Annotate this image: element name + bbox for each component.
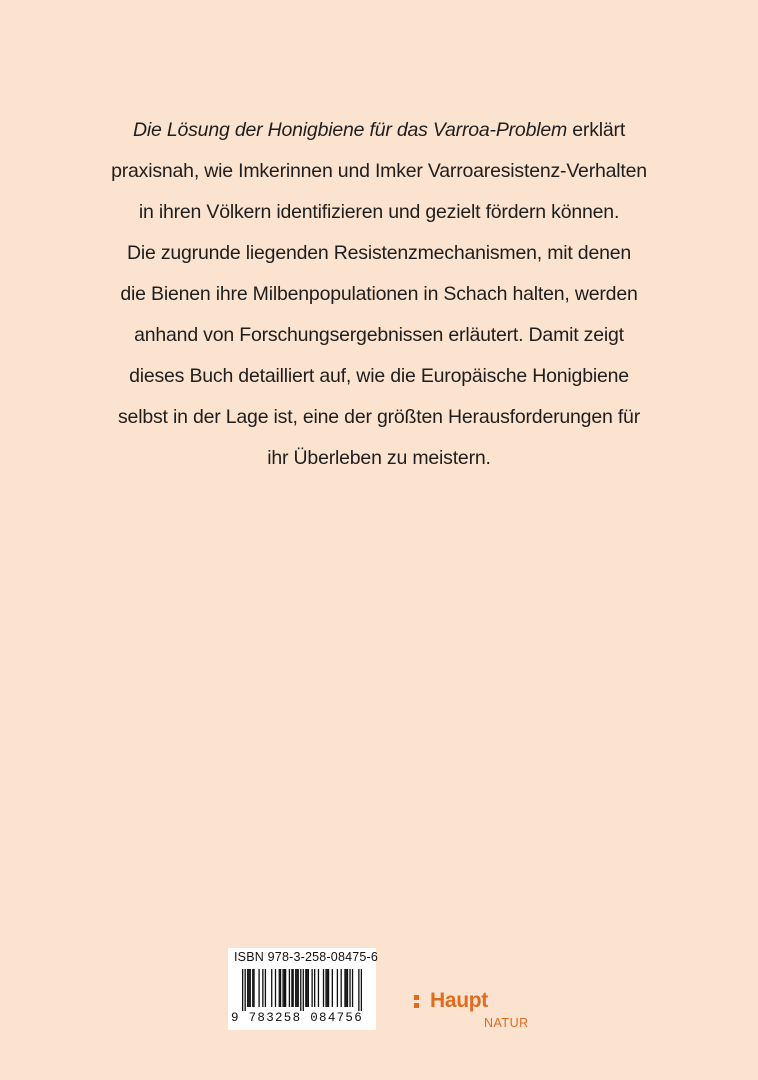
barcode-bar [327, 969, 328, 1007]
isbn-barcode [228, 948, 379, 1030]
isbn-label: ISBN 978-3-258-08475-6 [234, 950, 379, 964]
ean-digits: 9 783258 084756 [231, 1011, 364, 1025]
blurb-line-6: anhand von Forschungsergebnissen erläutert. Damit zeigt [134, 324, 624, 346]
barcode-bar [253, 969, 254, 1007]
barcode-bar [358, 969, 359, 1011]
barcode-bar [306, 969, 307, 1007]
barcode-bar [275, 969, 276, 1007]
barcode-bar [245, 969, 246, 1011]
blurb-text: erklärt [567, 119, 626, 141]
barcode-bar [298, 969, 299, 1007]
blurb-line-3: in ihren Völkern identifizieren und gezielt fördern können. [138, 201, 620, 223]
barcode-bar [248, 969, 249, 1007]
barcode-bar [258, 969, 259, 1007]
barcode-bar [332, 969, 333, 1007]
barcode-bar [247, 969, 248, 1007]
publisher-imprint: NATUR [484, 1016, 529, 1030]
back-cover-blurb [60, 110, 698, 479]
barcode-bar [291, 969, 292, 1007]
publisher-name: Haupt [430, 989, 488, 1012]
barcode-bar [279, 969, 280, 1007]
blurb-line-2: praxisnah, wie Imkerinnen und Imker Varroaresistenz-Verhalten [111, 160, 647, 182]
barcode-bar [311, 969, 312, 1007]
barcode-bar [300, 969, 301, 1011]
barcode-bar [352, 969, 353, 1007]
barcode-bars [242, 969, 362, 1011]
barcode-bar [347, 969, 348, 1007]
barcode-bar [280, 969, 281, 1007]
publisher-mark-icon [414, 995, 424, 1009]
barcode-bar [305, 969, 306, 1007]
barcode-bar [303, 969, 304, 1011]
barcode-bar [323, 969, 324, 1007]
barcode-bar [346, 969, 347, 1007]
blurb-line-8: selbst in der Lage ist, eine der größten Herausforderungen für [118, 406, 640, 428]
barcode-bar [349, 969, 350, 1007]
barcode-bar [262, 969, 263, 1007]
blurb-line-4: Die zugrunde liegenden Resistenzmechanismen, mit denen [126, 242, 632, 264]
barcode-bar [341, 969, 342, 1007]
barcode-bar [325, 969, 326, 1007]
blurb-line-5: die Bienen ihre Milbenpopulationen in Schach halten, werden [120, 283, 638, 305]
blurb-line-9: ihr Überleben zu meistern. [267, 447, 491, 469]
barcode-bar [361, 969, 362, 1011]
barcode-bar [284, 969, 285, 1007]
barcode-bar [344, 969, 345, 1007]
barcode-bar [265, 969, 266, 1007]
barcode-bar [250, 969, 251, 1007]
barcode-bar [295, 969, 296, 1007]
blurb-line-1 [60, 110, 698, 151]
barcode-bar [285, 969, 286, 1007]
barcode-bar [314, 969, 315, 1007]
barcode-bar [308, 969, 309, 1007]
barcode-bar [293, 969, 294, 1007]
barcode-bar [242, 969, 243, 1011]
barcode-bar [252, 969, 253, 1007]
barcode-bar [282, 969, 283, 1007]
barcode-bar [271, 969, 272, 1007]
barcode-bar [328, 969, 329, 1007]
barcode-bar [296, 969, 297, 1007]
barcode-bar [318, 969, 319, 1007]
blurb-line-7: dieses Buch detailliert auf, wie die Europäische Honigbiene [129, 365, 629, 387]
barcode-bar [289, 969, 290, 1007]
book-title: Die Lösung der Honigbiene für das Varroa-Problem [132, 119, 568, 141]
barcode-bar [337, 969, 338, 1007]
